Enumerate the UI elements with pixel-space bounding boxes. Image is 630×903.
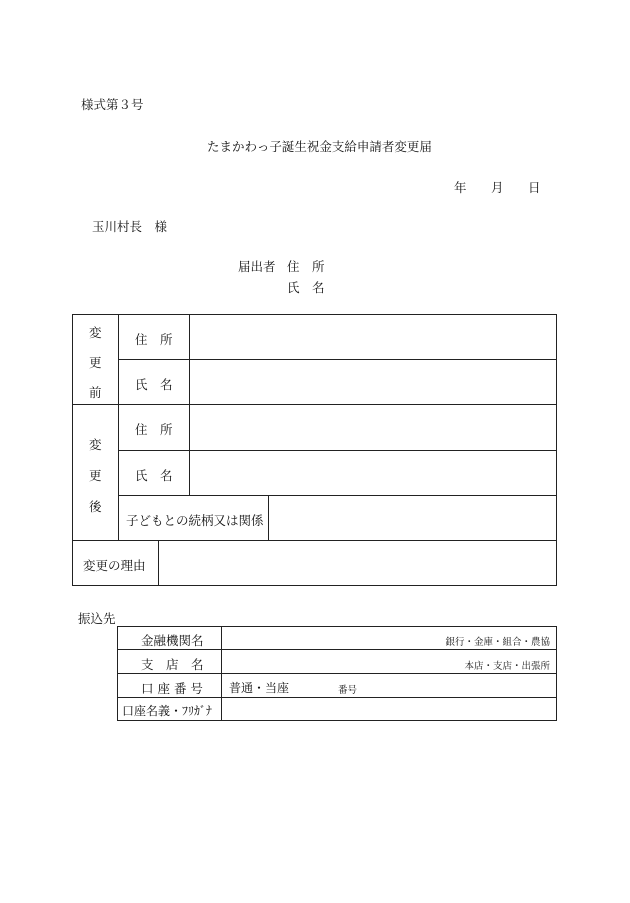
form-number: 様式第３号 <box>81 97 144 112</box>
before-address-field[interactable] <box>191 316 555 358</box>
reason-label: 変更の理由 <box>83 558 146 573</box>
after-address-field[interactable] <box>191 406 555 449</box>
account-number-field[interactable] <box>370 675 555 696</box>
after-label-2: 更 <box>89 468 102 483</box>
before-label-3: 前 <box>89 385 102 400</box>
holder-field[interactable] <box>223 699 555 719</box>
branch-field[interactable] <box>223 651 443 672</box>
after-label-3: 後 <box>89 499 102 514</box>
form-title: たまかわっ子誕生祝金支給申請者変更届 <box>207 139 432 154</box>
before-name-label: 氏 名 <box>135 377 173 392</box>
after-name-field[interactable] <box>191 452 555 494</box>
date-year-label: 年 <box>454 180 467 195</box>
reason-field[interactable] <box>160 542 555 584</box>
applicant-label: 届出者 <box>238 259 276 274</box>
after-name-label: 氏 名 <box>135 468 173 483</box>
account-number-label: 番号 <box>338 685 358 696</box>
applicant-name-label: 氏 名 <box>287 280 325 295</box>
date-day-label: 日 <box>528 180 541 195</box>
before-address-label: 住 所 <box>135 332 173 347</box>
institution-types: 銀行・金庫・組合・農協 <box>445 637 550 648</box>
addressee: 玉川村長 様 <box>92 219 168 234</box>
account-label: 口 座 番 号 <box>141 681 203 696</box>
branch-label: 支 店 名 <box>141 657 204 672</box>
holder-label: 口座名義・ﾌﾘｶﾞﾅ <box>122 704 213 718</box>
applicant-address-label: 住 所 <box>287 259 325 274</box>
after-address-label: 住 所 <box>135 422 173 437</box>
date-month-label: 月 <box>491 180 504 195</box>
before-name-field[interactable] <box>191 361 555 403</box>
institution-field[interactable] <box>223 628 423 648</box>
before-label-2: 更 <box>89 355 102 370</box>
before-label-1: 変 <box>89 325 102 340</box>
account-types: 普通・当座 <box>229 681 290 695</box>
after-label-1: 変 <box>89 437 102 452</box>
after-relation-label: 子どもとの続柄又は関係 <box>126 513 264 528</box>
after-relation-field[interactable] <box>270 497 555 539</box>
institution-label: 金融機関名 <box>141 633 204 648</box>
bank-heading: 振込先 <box>78 611 116 626</box>
branch-types: 本店・支店・出張所 <box>464 661 550 672</box>
